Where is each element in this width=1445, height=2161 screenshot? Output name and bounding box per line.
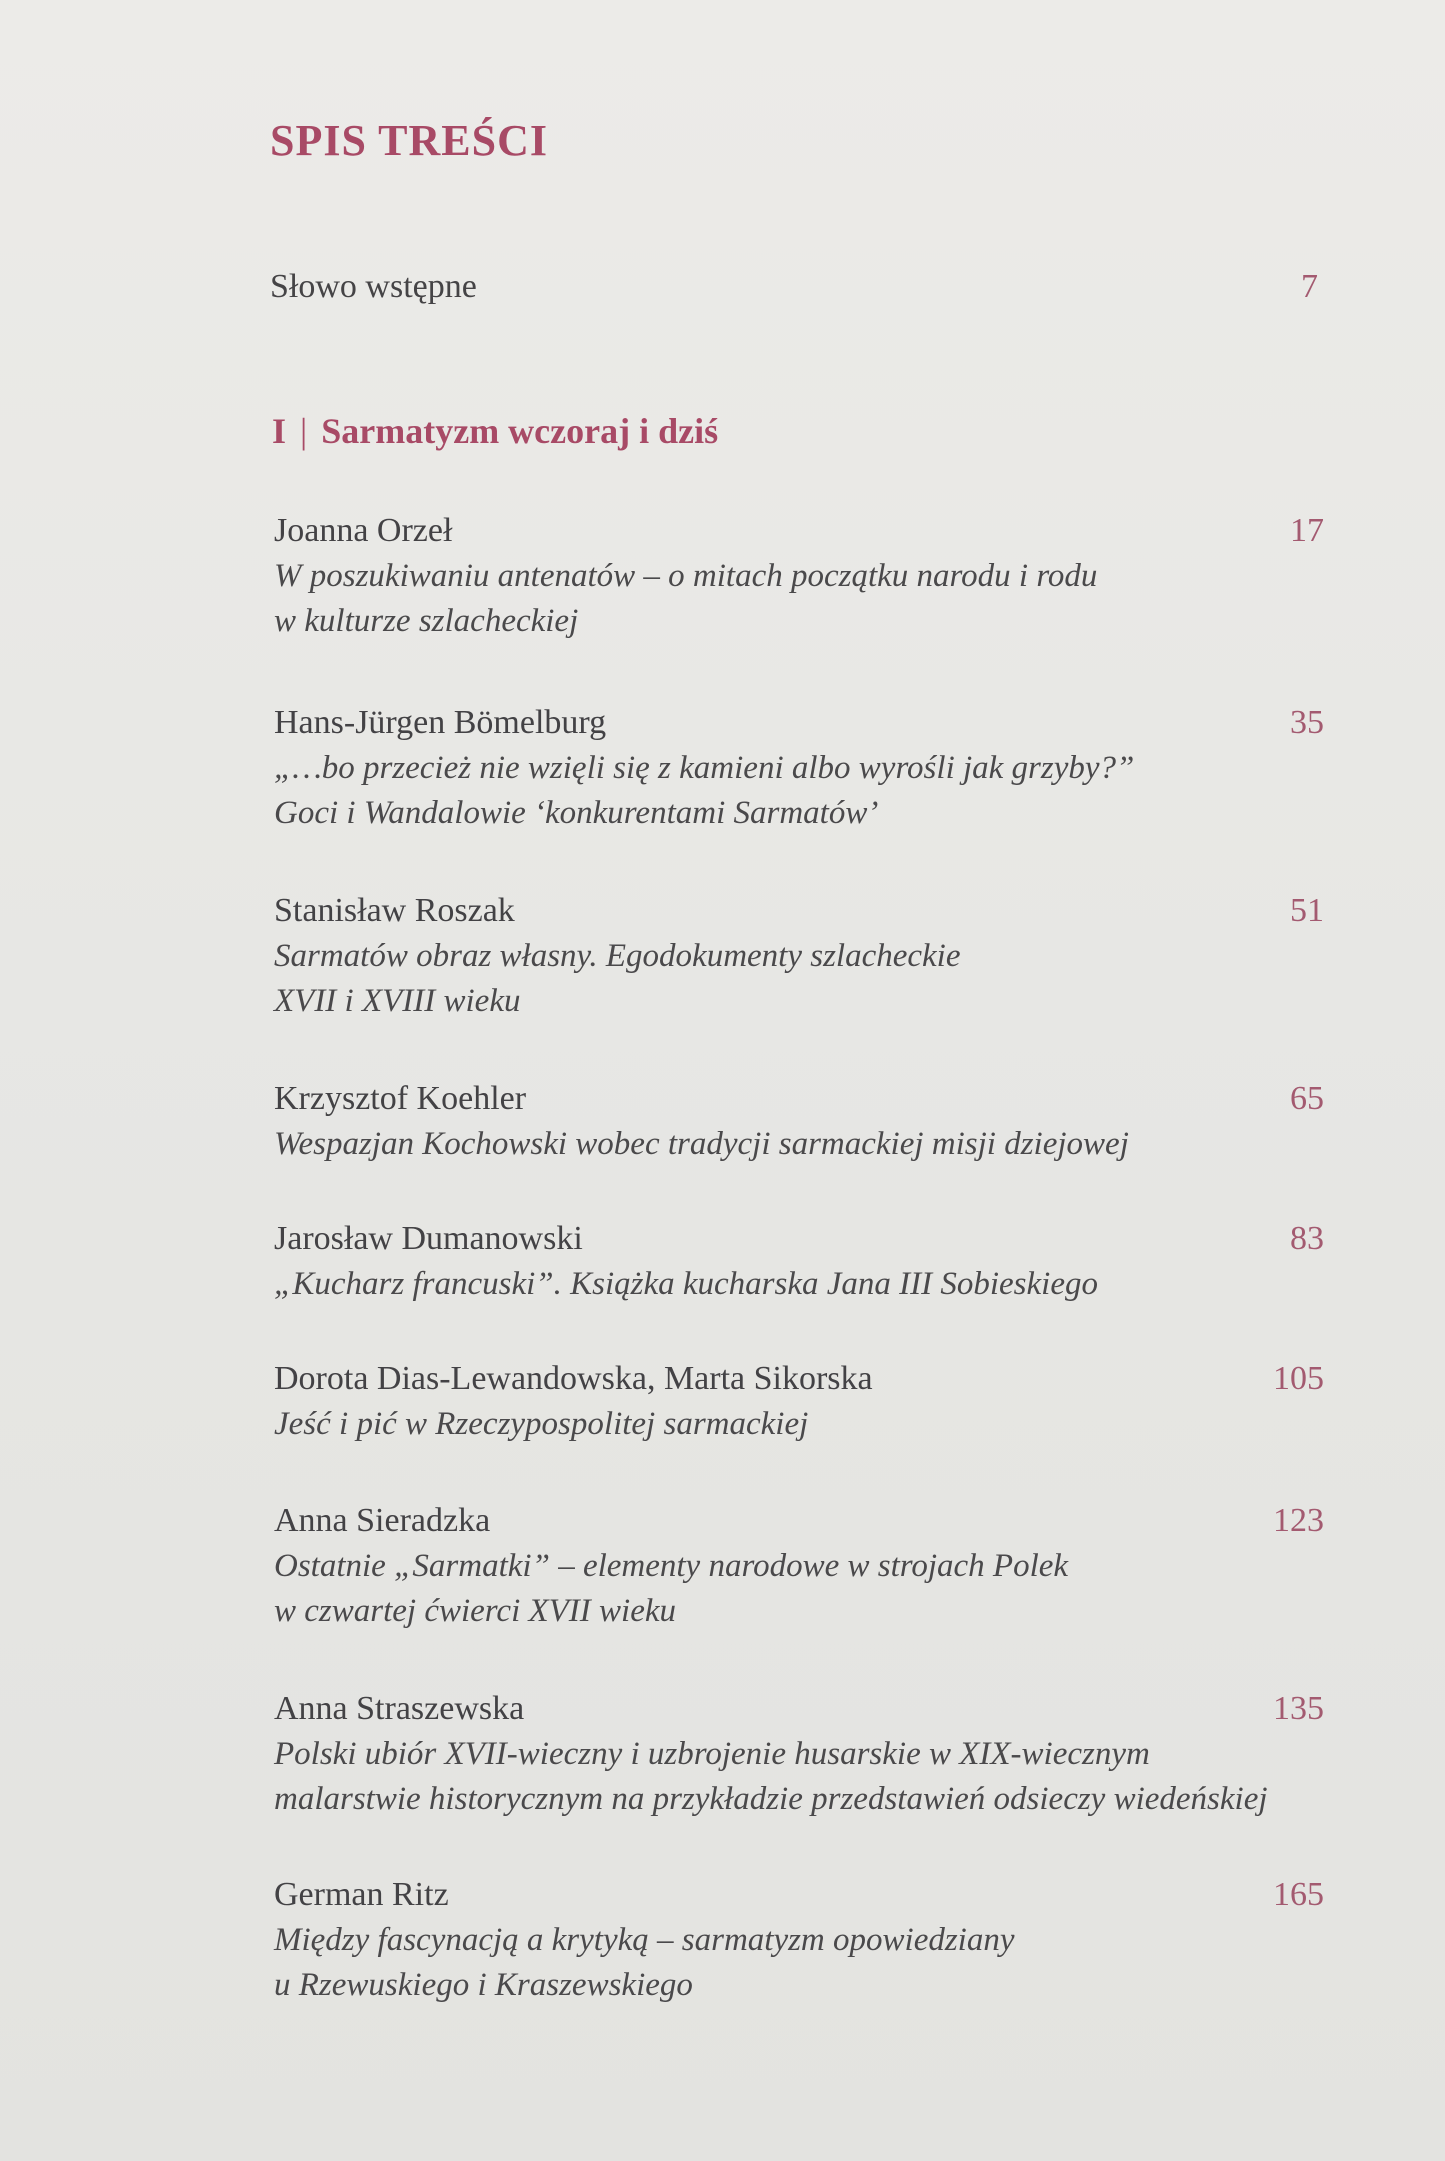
entry-author: Anna Sieradzka <box>274 1502 491 1539</box>
section-separator: | <box>300 411 308 451</box>
entry-page-number: 83 <box>1290 1220 1324 1257</box>
section-number: I <box>272 411 287 451</box>
entry-author: German Ritz <box>274 1876 449 1913</box>
entry-page-number: 35 <box>1290 704 1324 741</box>
entry-title-line: Jeść i pić w Rzeczypospolitej sarmackiej <box>274 1406 809 1442</box>
entry-title-line: w czwartej ćwierci XVII wieku <box>274 1593 677 1629</box>
toc-entry <box>274 1498 1324 1634</box>
entry-title-line: „…bo przecież nie wzięli się z kamieni albo wyrośli jak grzyby?” <box>274 750 1135 786</box>
entry-author: Dorota Dias-Lewandowska, Marta Sikorska <box>274 1360 873 1397</box>
entry-page-number: 135 <box>1273 1690 1324 1727</box>
toc-entry <box>274 700 1324 836</box>
foreword-label: Słowo wstępne <box>270 268 477 305</box>
entry-author: Stanisław Roszak <box>274 892 515 929</box>
entry-page-number: 105 <box>1273 1360 1324 1397</box>
entry-title-line: Wespazjan Kochowski wobec tradycji sarmackiej misji dziejowej <box>274 1126 1129 1162</box>
entry-title-line: Goci i Wandalowie ‘konkurentami Sarmatów’ <box>274 795 879 831</box>
entry-title-line: w kulturze szlacheckiej <box>274 603 579 639</box>
toc-entry <box>274 1872 1324 2008</box>
entry-page-number: 165 <box>1273 1876 1324 1913</box>
entry-author: Joanna Orzeł <box>274 512 453 549</box>
entry-title-line: W poszukiwaniu antenatów – o mitach początku narodu i rodu <box>274 558 1098 594</box>
page-title: SPIS TREŚCI <box>270 116 548 165</box>
toc-entry <box>274 1356 1324 1447</box>
foreword-page-number: 7 <box>1301 268 1318 305</box>
entry-author: Krzysztof Koehler <box>274 1080 527 1117</box>
toc-entry <box>274 508 1324 644</box>
toc-entry <box>274 1076 1324 1167</box>
entry-title-line: Ostatnie „Sarmatki” – elementy narodowe w strojach Polek <box>274 1548 1069 1584</box>
entry-title-line: „Kucharz francuski”. Książka kucharska Jana III Sobieskiego <box>274 1266 1098 1302</box>
entry-page-number: 17 <box>1290 512 1324 549</box>
section-title: Sarmatyzm wczoraj i dziś <box>321 411 719 451</box>
entry-title-line: u Rzewuskiego i Kraszewskiego <box>274 1967 693 2003</box>
entry-page-number: 123 <box>1273 1502 1324 1539</box>
entry-page-number: 51 <box>1290 892 1324 929</box>
foreword-row <box>270 268 1318 306</box>
section-heading <box>272 410 718 452</box>
toc-entry <box>274 888 1324 1024</box>
entry-author: Jarosław Dumanowski <box>274 1220 583 1257</box>
entry-title-line: malarstwie historycznym na przykładzie przedstawień odsieczy wiedeńskiej <box>274 1781 1268 1817</box>
entry-author: Hans-Jürgen Bömelburg <box>274 704 607 741</box>
toc-entry <box>274 1216 1324 1307</box>
entry-title-line: Między fascynacją a krytyką – sarmatyzm opowiedziany <box>274 1922 1015 1958</box>
toc-entry <box>274 1686 1324 1822</box>
entry-title-line: XVII i XVIII wieku <box>274 983 521 1019</box>
entry-title-line: Polski ubiór XVII-wieczny i uzbrojenie husarskie w XIX-wiecznym <box>274 1736 1150 1772</box>
entry-page-number: 65 <box>1290 1080 1324 1117</box>
entry-author: Anna Straszewska <box>274 1690 525 1727</box>
entry-title-line: Sarmatów obraz własny. Egodokumenty szlacheckie <box>274 938 961 974</box>
